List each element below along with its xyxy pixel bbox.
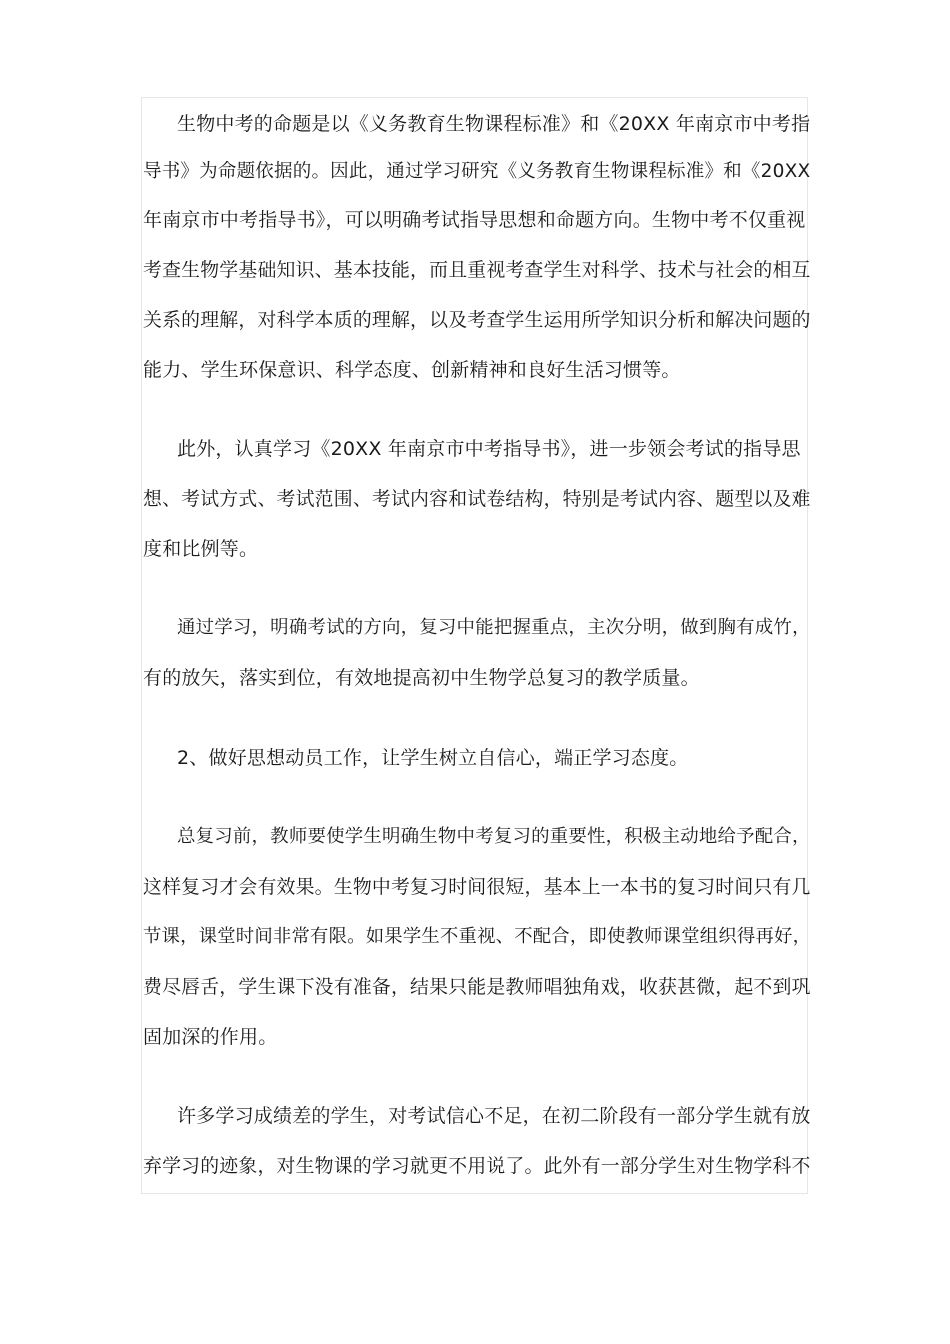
paragraph-3-line-1: 通过学习，明确考试的方向，复习中能把握重点，主次分明，做到胸有成竹，	[177, 617, 811, 638]
paragraph-5-line-5: 固加深的作用。	[143, 1026, 278, 1048]
paragraph-2-line-1: 此外，认真学习《20XX 年南京市中考指导书》，进一步领会考试的指导思	[177, 438, 801, 460]
paragraph-5-line-4: 费尽唇舌，学生课下没有准备，结果只能是教师唱独角戏，收获甚微，起不到巩	[143, 976, 811, 998]
paragraph-2-line-3: 度和比例等。	[143, 538, 259, 560]
paragraph-1-line-5: 关系的理解，对科学本质的理解，以及考查学生运用所学知识分析和解决问题的	[143, 309, 811, 331]
paragraph-6-line-2: 弃学习的迹象，对生物课的学习就更不用说了。此外有一部分学生对生物学科不	[143, 1155, 811, 1177]
paragraph-2-line-2: 想、考试方式、考试范围、考试内容和试卷结构，特别是考试内容、题型以及难	[143, 488, 811, 510]
paragraph-1-line-1: 生物中考的命题是以《义务教育生物课程标准》和《20XX 年南京市中考指	[177, 113, 811, 135]
paragraph-6-line-1: 许多学习成绩差的学生，对考试信心不足，在初二阶段有一部分学生就有放	[177, 1105, 811, 1127]
paragraph-5-line-2: 这样复习才会有效果。生物中考复习时间很短，基本上一本书的复习时间只有几	[143, 876, 811, 898]
paragraph-3-line-2: 有的放矢，落实到位，有效地提高初中生物学总复习的教学质量。	[143, 667, 700, 689]
paragraph-1-line-3: 年南京市中考指导书》，可以明确考试指导思想和命题方向。生物中考不仅重视	[143, 209, 806, 231]
section-heading-2: 2、做好思想动员工作，让学生树立自信心，端正学习态度。	[177, 747, 689, 769]
paragraph-5-line-1: 总复习前，教师要使学生明确生物中考复习的重要性，积极主动地给予配合，	[177, 826, 811, 847]
paragraph-5-line-3: 节课，课堂时间非常有限。如果学生不重视、不配合，即使教师课堂组织得再好，	[143, 926, 812, 947]
paragraph-1-line-2: 导书》为命题依据的。因此，通过学习研究《义务教育生物课程标准》和《20XX	[143, 161, 811, 182]
paragraph-1-line-6: 能力、学生环保意识、科学态度、创新精神和良好生活习惯等。	[143, 359, 681, 381]
paragraph-1-line-4: 考查生物学基础知识、基本技能，而且重视考查学生对科学、技术与社会的相互	[143, 259, 811, 281]
